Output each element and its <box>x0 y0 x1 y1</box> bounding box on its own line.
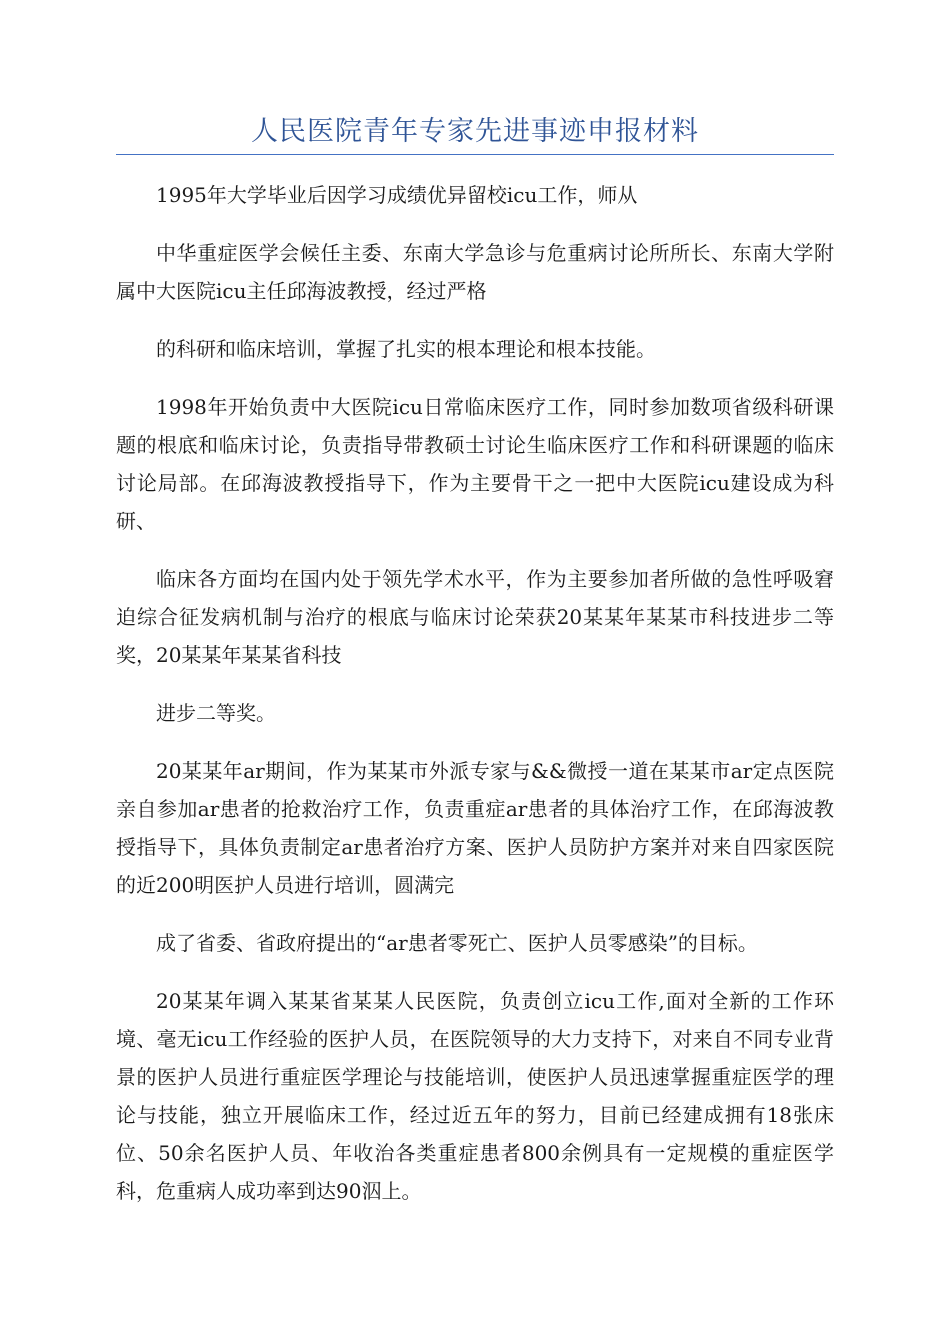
page-title: 人民医院青年专家先进事迹申报材料 <box>251 116 699 147</box>
paragraph-9: 20某某年调入某某省某某人民医院，负责创立icu工作,面对全新的工作环境、毫无icu工作经验的医护人员，在医院领导的大力支持下，对来自不同专业背景的医护人员进行重症医学理论与技能培训，使医护人员迅速掌握重症医学的理论与技能，独立开展临床工作，经过近五年的努力，目前已经建成拥有18张床位、50余名医护人员、年收治各类重症患者800余例具有一定规模的重症医学科，危重病人成功率到达90泅上。 <box>116 989 834 1203</box>
paragraph-5: 临床各方面均在国内处于领先学术水平，作为主要参加者所做的急性呼吸窘迫综合征发病机制与治疗的根底与临床讨论荣获20某某年某某市科技进步二等奖，20某某年某某省科技 <box>116 567 834 667</box>
paragraph-3: 的科研和临床培训，掌握了扎实的根本理论和根本技能。 <box>156 337 656 361</box>
title-underline <box>116 154 834 155</box>
document-body <box>116 176 834 1230</box>
paragraph-8: 成了省委、省政府提出的“ar患者零死亡、医护人员零感染”的目标。 <box>156 931 758 955</box>
paragraph-2: 中华重症医学会候任主委、东南大学急诊与危重病讨论所所长、东南大学附属中大医院icu主任邱海波教授，经过严格 <box>116 241 834 303</box>
paragraph-4: 1998年开始负责中大医院icu日常临床医疗工作，同时参加数项省级科研课题的根底和临床讨论，负责指导带教硕士讨论生临床医疗工作和科研课题的临床讨论局部。在邱海波教授指导下，作为主要骨干之一把中大医院icu建设成为科研、 <box>116 395 834 533</box>
paragraph-1: 1995年大学毕业后因学习成绩优异留校icu工作，师从 <box>156 183 638 207</box>
paragraph-7: 20某某年ar期间，作为某某市外派专家与&&微授一道在某某市ar定点医院亲自参加ar患者的抢救治疗工作，负责重症ar患者的具体治疗工作，在邱海波教授指导下，具体负责制定ar患者治疗方案、医护人员防护方案并对来自四家医院的近200明医护人员进行培训，圆满完 <box>116 759 834 897</box>
paragraph-6: 进步二等奖。 <box>156 701 276 725</box>
